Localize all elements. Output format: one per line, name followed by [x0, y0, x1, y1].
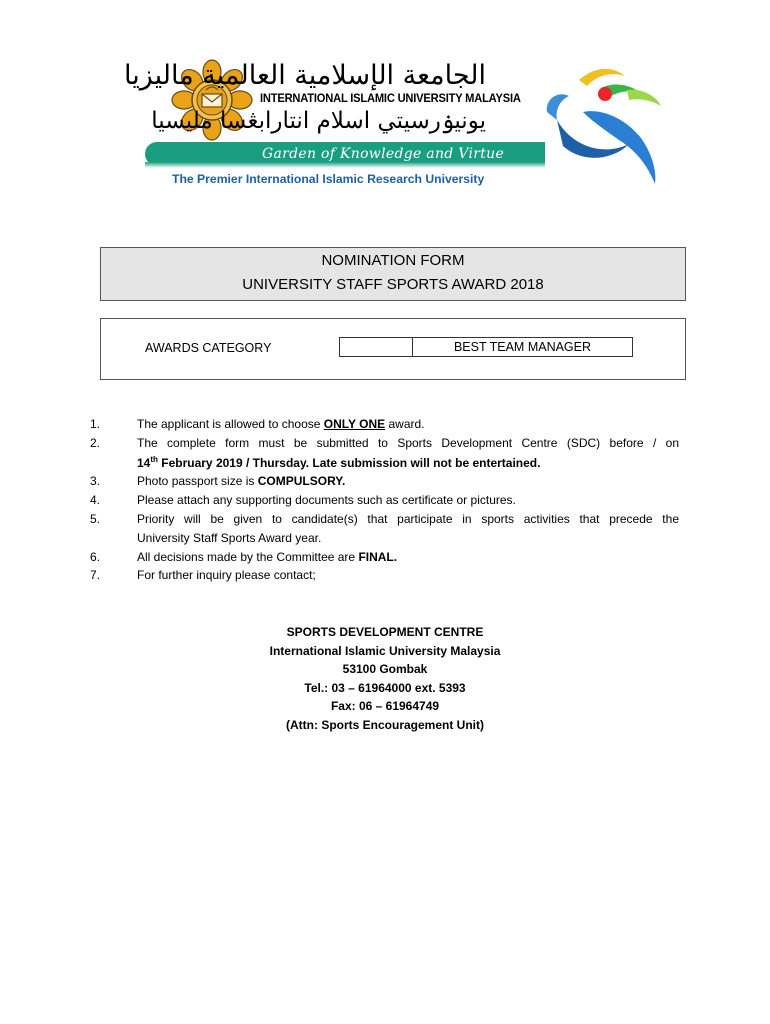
list-number: 3.	[90, 474, 101, 488]
instruction-item: For further inquiry please contact;	[137, 568, 316, 582]
motto: Garden of Knowledge and Virtue	[262, 146, 505, 162]
instruction-item: Photo passport size is COMPULSORY.	[137, 474, 346, 488]
contact-attn: (Attn: Sports Encouragement Unit)	[286, 718, 484, 732]
contact-university: International Islamic University Malaysia	[269, 644, 501, 658]
arabic-university-name: الجامعة الإسلامية العالمية ماليزيا	[123, 60, 486, 91]
awards-category-value: BEST TEAM MANAGER	[413, 337, 633, 357]
form-title: NOMINATION FORM	[321, 252, 465, 269]
list-number: 7.	[90, 568, 101, 582]
contact-postcode: 53100 Gombak	[342, 662, 428, 676]
list-number: 4.	[90, 493, 101, 507]
instruction-item: All decisions made by the Committee are FINAL.	[137, 550, 398, 564]
university-name: INTERNATIONAL ISLAMIC UNIVERSITY MALAYSIA	[260, 92, 521, 105]
awards-category-label: AWARDS CATEGORY	[145, 341, 272, 355]
tagline: The Premier International Islamic Research University	[172, 172, 485, 186]
instruction-item: Please attach any supporting documents such as certificate or pictures.	[137, 493, 516, 507]
list-number: 5.	[90, 512, 101, 526]
list-number: 1.	[90, 417, 101, 431]
instruction-item: The applicant is allowed to choose ONLY ONE award.	[137, 417, 425, 431]
contact-fax: Fax: 06 – 61964749	[330, 699, 440, 713]
instruction-item-cont: University Staff Sports Award year.	[137, 531, 322, 545]
contact-tel: Tel.: 03 – 61964000 ext. 5393	[304, 681, 466, 695]
list-number: 2.	[90, 436, 101, 450]
instruction-item: The complete form must be submitted to Sports Development Centre (SDC) before / on	[137, 436, 679, 450]
instruction-item: Priority will be given to candidate(s) that participate in sports activities that precede the	[137, 512, 679, 526]
instruction-item-deadline: 14th February 2019 / Thursday. Late submission will not be entertained.	[137, 455, 541, 470]
contact-centre: SPORTS DEVELOPMENT CENTRE	[286, 625, 484, 639]
form-subtitle: UNIVERSITY STAFF SPORTS AWARD 2018	[242, 276, 544, 293]
jawi-university-name: يونيۏرسيتي اسلام انتارابڠسا مليسيا	[151, 108, 486, 134]
list-number: 6.	[90, 550, 101, 564]
